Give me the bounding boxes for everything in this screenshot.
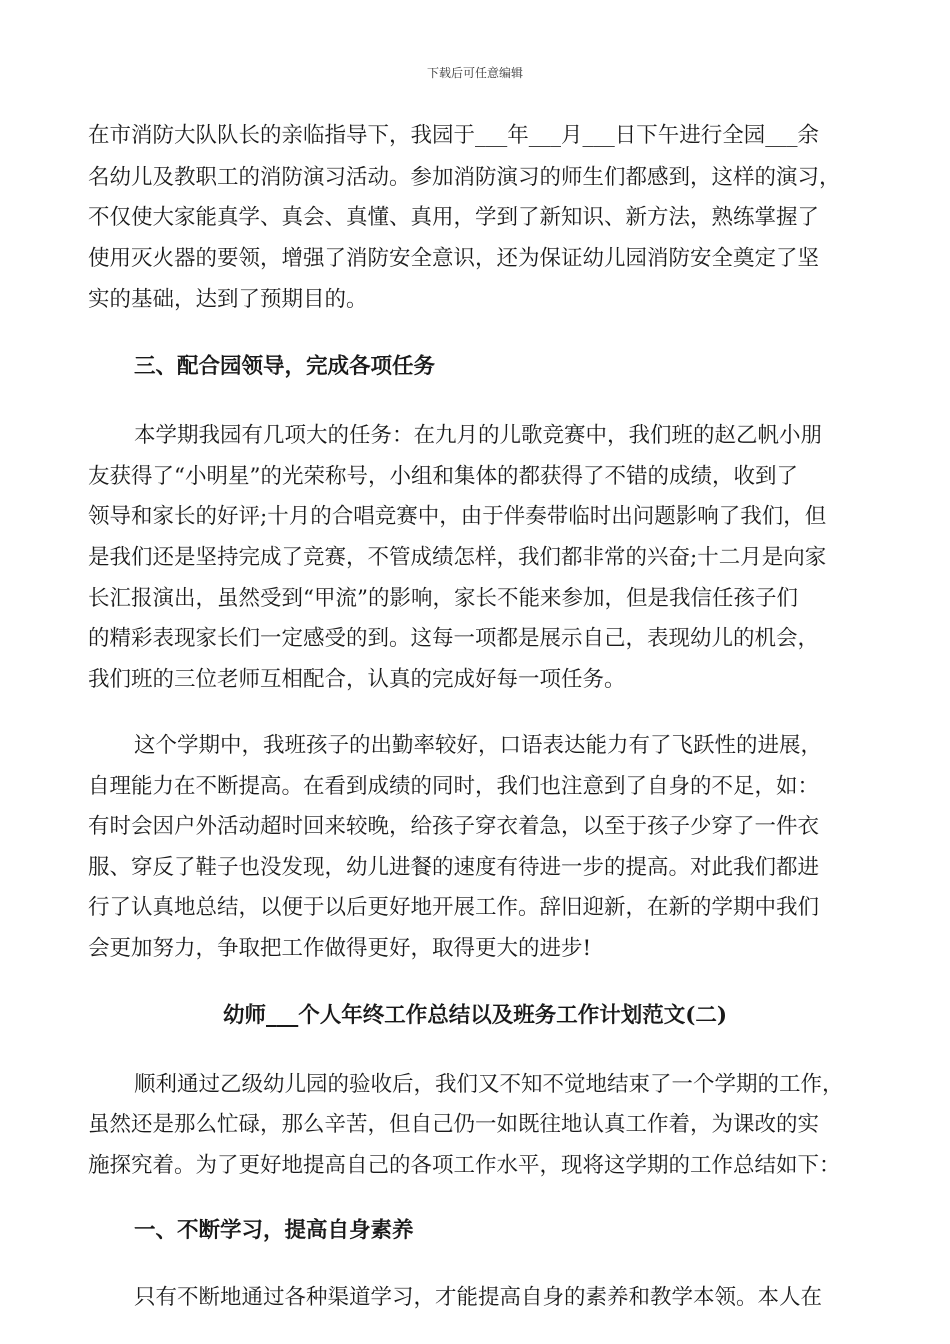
section-heading: 三、配合园领导，完成各项任务 — [134, 354, 436, 379]
paragraph-line: 实的基础，达到了预期目的。 — [88, 287, 368, 312]
document-title: 幼师___个人年终工作总结以及班务工作计划范文(二) — [222, 1003, 728, 1028]
paragraph-line: 虽然还是那么忙碌，那么辛苦，但自己仍一如既往地认真工作着，为课改的实 — [88, 1112, 820, 1137]
paragraph-line: 友获得了“小明星”的光荣称号，小组和集体的都获得了不错的成绩，收到了 — [88, 464, 798, 489]
paragraph-line: 名幼儿及教职工的消防演习活动。参加消防演习的师生们都感到，这样的演习， — [88, 165, 841, 190]
paragraph-line: 顺利通过乙级幼儿园的验收后，我们又不知不觉地结束了一个学期的工作， — [134, 1072, 844, 1097]
paragraph-line: 有时会因户外活动超时回来较晚，给孩子穿衣着急，以至于孩子少穿了一件衣 — [88, 814, 820, 839]
paragraph-line: 的精彩表现家长们一定感受的到。这每一项都是展示自己，表现幼儿的机会， — [88, 626, 820, 651]
paragraph-line: 施探究着。为了更好地提高自己的各项工作水平，现将这学期的工作总结如下： — [88, 1153, 841, 1178]
paragraph-line: 我们班的三位老师互相配合，认真的完成好每一项任务。 — [88, 667, 626, 692]
paragraph-line: 长汇报演出，虽然受到“甲流”的影响，家长不能来参加，但是我信任孩子们 — [88, 586, 798, 611]
section-heading: 一、不断学习，提高自身素养 — [134, 1218, 414, 1243]
paragraph-line: 这个学期中，我班孩子的出勤率较好，口语表达能力有了飞跃性的进展， — [134, 733, 823, 758]
paragraph-line: 自理能力在不断提高。在看到成绩的同时，我们也注意到了自身的不足，如： — [88, 774, 820, 799]
paragraph-line: 服、穿反了鞋子也没发现，幼儿进餐的速度有待进一步的提高。对此我们都进 — [88, 855, 820, 880]
paragraph-line: 本学期我园有几项大的任务：在九月的儿歌竞赛中，我们班的赵乙帆小朋 — [134, 423, 823, 448]
paragraph-line: 不仅使大家能真学、真会、真懂、真用，学到了新知识、新方法，熟练掌握了 — [88, 205, 820, 230]
page-header: 下载后可任意编辑 — [426, 66, 523, 80]
paragraph-line: 在市消防大队队长的亲临指导下，我园于___年___月___日下午进行全园___余 — [88, 123, 820, 148]
paragraph-line: 是我们还是坚持完成了竞赛，不管成绩怎样，我们都非常的兴奋;十二月是向家 — [88, 545, 827, 570]
paragraph-line: 只有不断地通过各种渠道学习，才能提高自身的素养和教学本领。本人在 — [134, 1285, 823, 1310]
paragraph-line: 使用灭火器的要领，增强了消防安全意识，还为保证幼儿园消防安全奠定了坚 — [88, 246, 820, 271]
paragraph-line: 行了认真地总结，以便于以后更好地开展工作。辞旧迎新，在新的学期中我们 — [88, 895, 820, 920]
paragraph-line: 会更加努力，争取把工作做得更好，取得更大的进步! — [88, 936, 592, 961]
paragraph-line: 领导和家长的好评;十月的合唱竞赛中，由于伴奏带临时出问题影响了我们，但 — [88, 504, 827, 529]
